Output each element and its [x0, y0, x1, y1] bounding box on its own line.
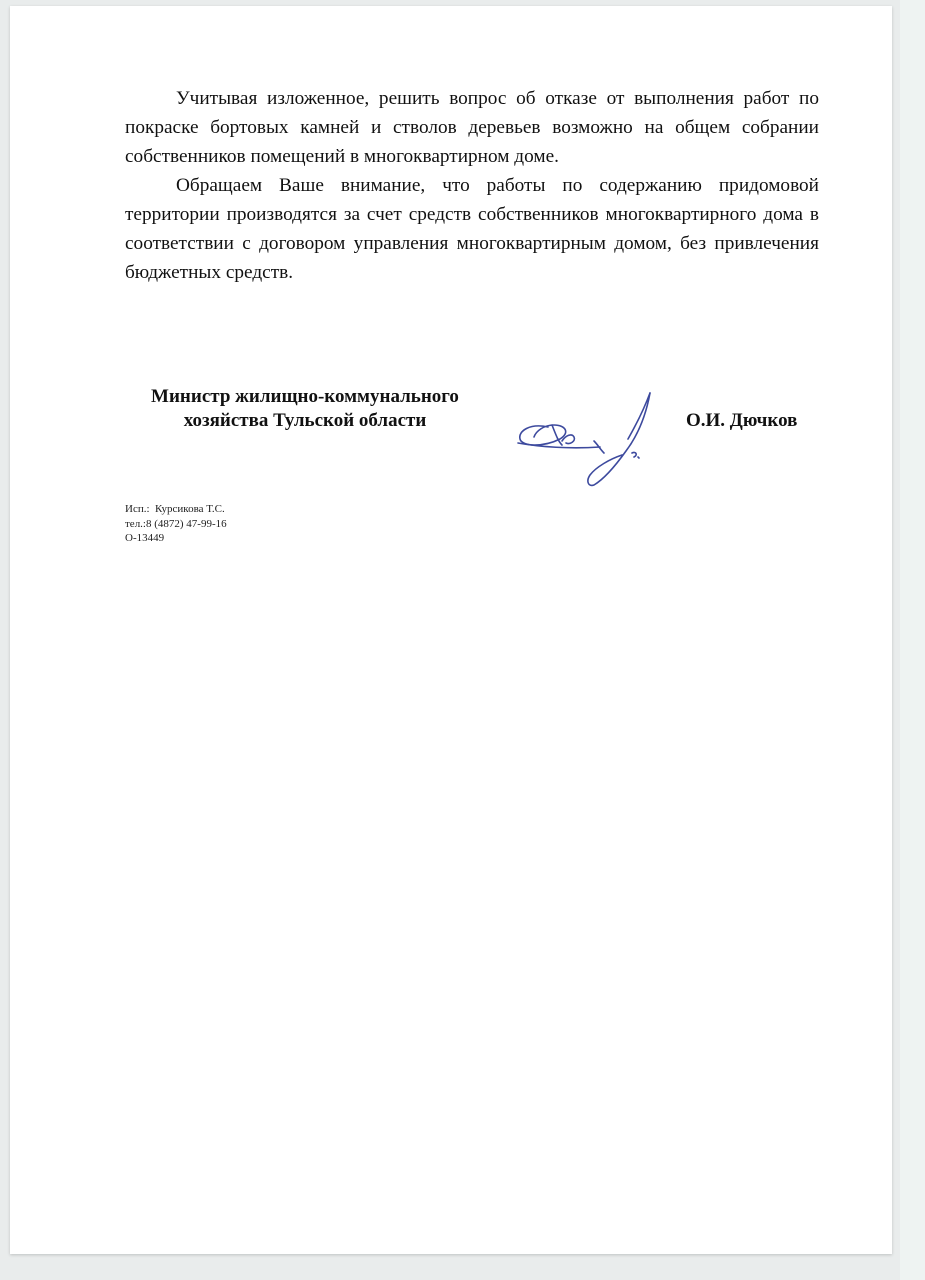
signatory-name: О.И. Дючков	[686, 410, 798, 431]
executor-info	[125, 502, 227, 546]
paragraph-1: Учитывая изложенное, решить вопрос об отказе от выполнения работ по покраске бортовых камней и стволов деревьев возможно на общем собрании собственников помещений в многоквартирном доме.	[125, 88, 819, 167]
signatory-title	[125, 385, 485, 433]
paragraph-2: Обращаем Ваше внимание, что работы по содержанию придомовой территории производятся за счет средств собственников многоквартирного дома в соответствии с договором управления многоквартирным домом, без привлечения бюджетных средств.	[125, 175, 819, 283]
letter-body	[125, 84, 819, 287]
signatory-title-line-2: хозяйства Тульской области	[183, 410, 427, 431]
viewer-side-strip	[900, 0, 925, 1280]
signatory-title-line-1: Министр жилищно-коммунального	[151, 386, 459, 407]
executor-line: Исп.: Курсикова Т.С.	[125, 503, 225, 515]
reference-number: О-13449	[125, 532, 165, 544]
phone-line: тел.:8 (4872) 47-99-16	[125, 517, 227, 530]
handwritten-signature	[500, 375, 660, 495]
